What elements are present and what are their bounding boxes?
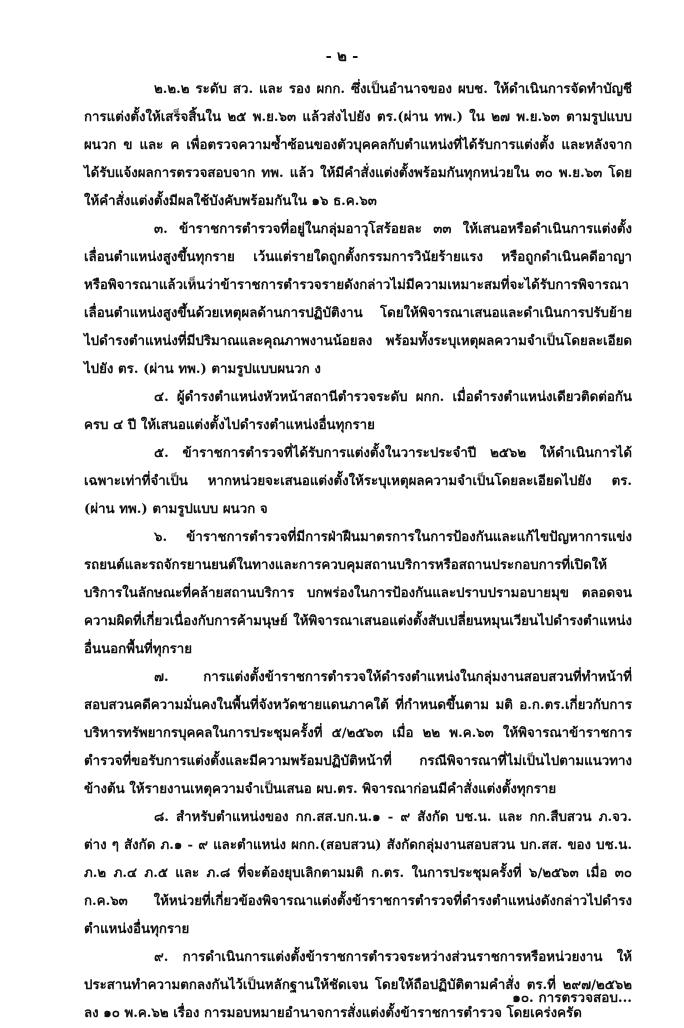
paragraph-5: ๕. ข้าราชการตำรวจที่ได้รับการแต่งตั้งในวาระประจำปี ๒๕๖๒ ให้ดำเนินการได้เฉพาะเท่าที่จำเป็น หากหน่วยจะเสนอแต่งตั้งให้ระบุเหตุผลความจำเป็นโดยละเอียดไปยัง ตร. (ผ่าน ทพ.) ตามรูปแบบ ผนวก จ <box>84 446 632 517</box>
document-body <box>84 76 632 1028</box>
paragraph-9: ๙. การดำเนินการแต่งตั้งข้าราชการตำรวจระหว่างส่วนราชการหรือหน่วยงาน ให้ประสานทำความตกลงกันไว้เป็นหลักฐานให้ชัดเจน โดยให้ถือปฏิบัติตามคำสั่ง ตร.ที่ ๒๙๗/๒๕๖๒ ลง ๑๐ พ.ค.๖๒ เรื่อง การมอบหมายอำนาจการสั่งแต่งตั้งข้าราชการตำรวจ โดยเคร่งครัด <box>84 950 632 1021</box>
paragraph-2-2-2: ๒.๒.๒ ระดับ สว. และ รอง ผกก. ซึ่งเป็นอำนาจของ ผบช. ให้ดำเนินการจัดทำบัญชีการแต่งตั้งให้เสร็จสิ้นใน ๒๕ พ.ย.๖๓ แล้วส่งไปยัง ตร.(ผ่าน ทพ.) ใน ๒๗ พ.ย.๖๓ ตามรูปแบบ ผนวก ข และ ค เพื่อตรวจความซ้ำซ้อนของตัวบุคคลกับตำแหน่งที่ได้รับการแต่งตั้ง และหลังจากได้รับแจ้งผลการตรวจสอบจาก ทพ. แล้ว ให้มีคำสั่งแต่งตั้งพร้อมกันทุกหน่วยใน ๓๐ พ.ย.๖๓ โดยให้คำสั่งแต่งตั้งมีผลใช้บังคับพร้อมกันใน ๑๖ ธ.ค.๖๓ <box>84 82 632 209</box>
continuation-note: ๑๐. การตรวจสอบ... <box>512 990 632 1006</box>
paragraph-8: ๘. สำหรับตำแหน่งของ กก.สส.บก.น.๑ - ๙ สังกัด บช.น. และ กก.สืบสวน ภ.จว. ต่าง ๆ สังกัด ภ.๑ - ๙ และตำแหน่ง ผกก.(สอบสวน) สังกัดกลุ่มงานสอบสวน บก.สส. ของ บช.น. ภ.๒ ภ.๔ ภ.๕ และ ภ.๘ ที่จะต้องยุบเลิกตามมติ ก.ตร. ในการประชุมครั้งที่ ๖/๒๕๖๓ เมื่อ ๓๐ ก.ค.๖๓ ให้หน่วยที่เกี่ยวข้องพิจารณาแต่งตั้งข้าราชการตำรวจที่ดำรงตำแหน่งดังกล่าวไปดำรงตำแหน่งอื่นทุกราย <box>84 810 632 937</box>
paragraph-7: ๗. การแต่งตั้งข้าราชการตำรวจให้ดำรงตำแหน่งในกลุ่มงานสอบสวนที่ทำหน้าที่สอบสวนคดีความมั่นคงในพื้นที่จังหวัดชายแดนภาคใต้ ที่กำหนดขึ้นตาม มติ อ.ก.ตร.เกี่ยวกับการบริหารทรัพยากรบุคคลในการประชุมครั้งที่ ๕/๒๕๖๓ เมื่อ ๒๒ พ.ค.๖๓ ให้พิจารณาข้าราชการตำรวจที่ขอรับการแต่งตั้งและมีความพร้อมปฏิบัติหน้าที่ กรณีพิจารณาที่ไม่เป็นไปตามแนวทางข้างต้น ให้รายงานเหตุความจำเป็นเสนอ ผบ.ตร. พิจารณาก่อนมีคำสั่งแต่งตั้งทุกราย <box>84 670 632 797</box>
paragraph-4: ๔. ผู้ดำรงตำแหน่งหัวหน้าสถานีตำรวจระดับ ผกก. เมื่อดำรงตำแหน่งเดียวติดต่อกันครบ ๔ ปี ให้เสนอแต่งตั้งไปดำรงตำแหน่งอื่นทุกราย <box>84 390 632 433</box>
paragraph-3: ๓. ข้าราชการตำรวจที่อยู่ในกลุ่มอาวุโสร้อยละ ๓๓ ให้เสนอหรือดำเนินการแต่งตั้งเลื่อนตำแหน่งสูงขึ้นทุกราย เว้นแต่รายใดถูกตั้งกรรมการวินัยร้ายแรง หรือถูกดำเนินคดีอาญา หรือพิจารณาแล้วเห็นว่าข้าราชการตำรวจรายดังกล่าวไม่มีความเหมาะสมที่จะได้รับการพิจารณาเลื่อนตำแหน่งสูงขึ้นด้วยเหตุผลด้านการปฏิบัติงาน โดยให้พิจารณาเสนอและดำเนินการปรับย้ายไปดำรงตำแหน่งที่มีปริมาณและคุณภาพงานน้อยลง พร้อมทั้งระบุเหตุผลความจำเป็นโดยละเอียดไปยัง ตร. (ผ่าน ทพ.) ตามรูปแบบผนวก ง <box>84 222 632 377</box>
paragraph-6: ๖. ข้าราชการตำรวจที่มีการฝ่าฝืนมาตรการในการป้องกันและแก้ไขปัญหาการแข่งรถยนต์และรถจักรยานยนต์ในทางและการควบคุมสถานบริการหรือสถานประกอบการที่เปิดให้บริการในลักษณะที่คล้ายสถานบริการ บกพร่องในการป้องกันและปราบปรามอบายมุข ตลอดจนความผิดที่เกี่ยวเนื่องกับการค้ามนุษย์ ให้พิจารณาเสนอแต่งตั้งสับเปลี่ยนหมุนเวียนไปดำรงตำแหน่งอื่นนอกพื้นที่ทุกราย <box>84 530 632 657</box>
page-number: - ๒ - <box>325 47 359 65</box>
